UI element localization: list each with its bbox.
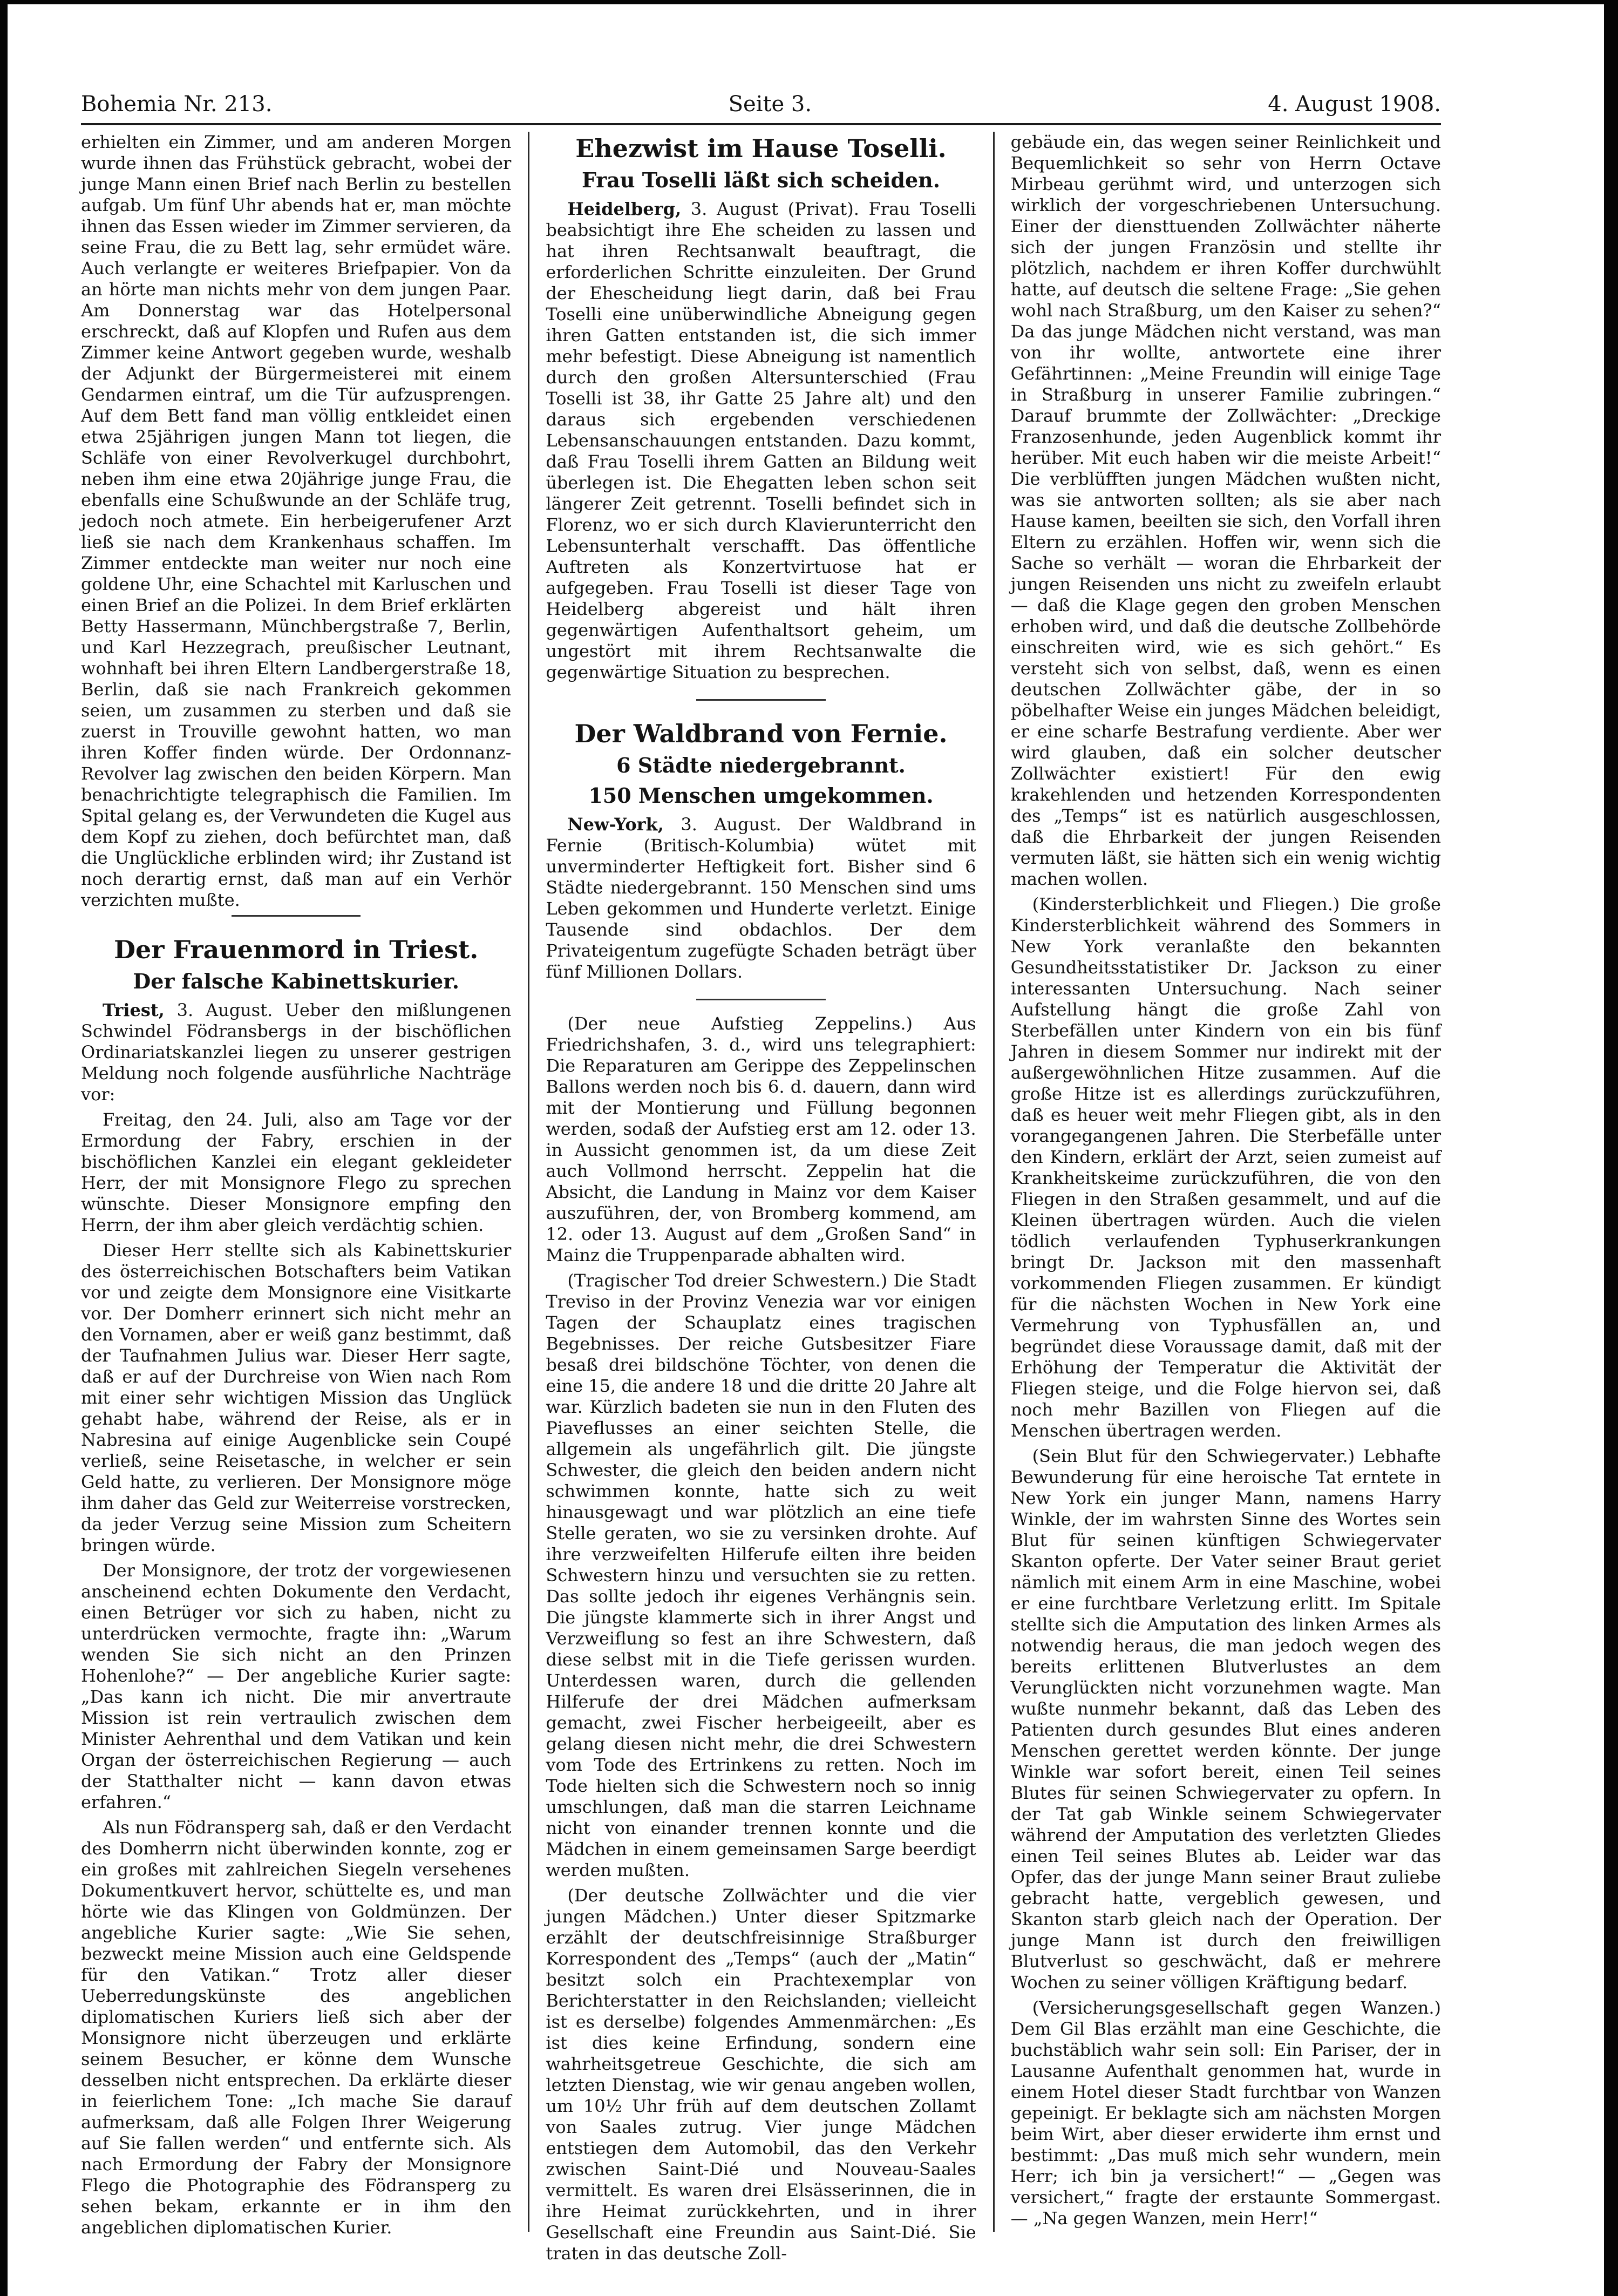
- article-headline: Der Waldbrand von Fernie.: [574, 719, 948, 748]
- article-separator: [696, 999, 825, 1000]
- article-paragraph: Freitag, den 24. Juli, also am Tage vor der Ermordung der Fabry, erschien in der bischöflichen Kanzlei ein elegant gekleideter Herr, der mit Monsignore Flego zu sprechen wünschte. Dieser Monsignore empfing den Herrn, der ihm aber gleich verdächtig schien.: [81, 1109, 512, 1235]
- article-separator: [232, 915, 361, 917]
- continued-article-text: gebäude ein, das wegen seiner Reinlichkeit und Bequemlichkeit so sehr von Herrn Octave Mirbeau gerühmt wird, und unterzogen sich wirklich der vorgeschriebenen Untersuchung. Einer der diensttuenden Zollwächter näherte sich der jungen Französin und stellte ihr plötzlich, nachdem er ihren Koffer durchwühlt hatte, auf deutsch die seltene Frage: „Sie gehen wohl nach Straßburg, um den Kaiser zu sehen?“ Da das junge Mädchen nicht verstand, was man von ihr wollte, antwortete eine ihrer Gefährtinnen: „Meine Freundin will einige Tage in Straßburg in unserer Familie zubringen.“ Darauf brummte der Zollwächter: „Dreckige Franzosenhunde, jeden Augenblick kommt ihr herüber. Mit euch haben wir die meiste Arbeit!“ Die verblüfften jungen Mädchen wußten nicht, was sie antworten sollten; als sie aber nach Hause kamen, beeilten sie sich, den Vorfall ihren Eltern zu erzählen. Hoffen wir, wenn sich die Sache so verhält — woran die Ehrbarkeit der jungen Reisenden uns nicht zu zweifeln erlaubt — daß die Klage gegen den groben Menschen erhoben wird, und daß die deutsche Zollbehörde einschreiten wird, wie es sich gehört.“ Es versteht sich von selbst, daß, wenn es einen deutschen Zollwächter gäbe, der in so pöbelhafter Weise ein junges Mädchen beleidigt, er eine scharfe Bestrafung verdiente. Aber wer wird glauben, daß ein solcher deutscher Zollwächter existiert! Für den ewig krakehlenden und hetzenden Korrespondenten des „Temps“ ist es natürlich ausgeschlossen, daß die Ehrbarkeit der jungen Reisenden vermuten läßt, sie hätten sich ein wenig wichtig machen wollen.: [1010, 132, 1441, 889]
- article-headline: Der Frauenmord in Triest.: [114, 935, 479, 964]
- brief-item: (Der neue Aufstieg Zeppelins.) Aus Friedrichshafen, 3. d., wird uns telegraphiert: Die Reparaturen am Gerippe des Zeppelinschen Ballons werden noch bis 6. d. dauern, dann wird mit der Montierung und Füllung begonnen werden, sodaß der Aufstieg erst am 12. oder 13. in Aussicht genommen ist, da um diese Zeit auch Vollmond herrscht. Zeppelin hat die Absicht, die Landung in Mainz vor dem Kaiser auszuführen, der, von Bromberg kommend, am 12. oder 13. August auf dem „Großen Sand“ in Mainz die Truppenparade abhalten wird.: [546, 1013, 976, 1265]
- columns: [81, 132, 1441, 2264]
- column-rule: [528, 132, 529, 2232]
- brief-item: (Tragischer Tod dreier Schwestern.) Die Stadt Treviso in der Provinz Venezia war vor einigen Tagen der Schauplatz eines tragischen Begebnisses. Der reiche Gutsbesitzer Fiare besaß drei bildschöne Töchter, von denen die eine 15, die andere 18 und die dritte 20 Jahre alt war. Kürzlich badeten sie nun in den Fluten des Piaveflusses an einer seichten Stelle, die allgemein als ungefährlich gilt. Die jüngste Schwester, die gleich den beiden andern nicht schwimmen konnte, hatte sich zu weit hinausgewagt und war plötzlich an eine tiefe Stelle geraten, wo sie zu versinken drohte. Auf ihre verzweifelten Hilferufe eilten ihre beiden Schwestern hinzu und versuchten sie zu retten. Das sollte jedoch ihr eigenes Verhängnis sein. Die jüngste klammerte sich in ihrer Angst und Verzweiflung so fest an ihre Schwestern, daß diese selbst mit in die Tiefe gerissen wurden. Unterdessen waren, durch die gellenden Hilferufe der drei Mädchen aufmerksam gemacht, zwei Fischer herbeigeeilt, aber es gelang diesen nicht mehr, die drei Schwestern vom Tode des Ertrinkens zu retten. Noch im Tode hielten sich die Schwestern noch so innig umschlungen, daß man die starren Leichname nicht von einander trennen konnte und die Mädchen in einem gemeinsamen Sarge beerdigt werden mußten.: [546, 1270, 976, 1880]
- article-subheadline: 6 Städte niedergebrannt.: [616, 753, 906, 777]
- page-number: Seite 3.: [728, 92, 812, 117]
- scan-edge-left: [0, 0, 8, 2296]
- column-2: [546, 132, 976, 2268]
- article-paragraph: [546, 199, 976, 683]
- dateline: Heidelberg,: [567, 199, 682, 219]
- newspaper-page: [81, 92, 1441, 2264]
- issue-date: 4. August 1908.: [1268, 92, 1441, 117]
- column-3: [1011, 132, 1441, 2268]
- brief-item: (Sein Blut für den Schwiegervater.) Lebhafte Bewunderung für eine heroische Tat erntete in New York ein junger Mann, namens Harry Winkle, der im wahrsten Sinne des Wortes sein Blut für seinen künftigen Schwiegervater Skanton opferte. Der Vater seiner Braut geriet nämlich mit einem Arm in eine Maschine, wobei er eine furchtbare Verletzung erlitt. Im Spitale stellte sich die Amputation des linken Armes als notwendig heraus, die man jedoch wegen des bereits erlittenen Blutverlustes an dem Verunglückten nicht vorzunehmen wagte. Man wußte nunmehr bekannt, daß das Leben des Patienten durch gesundes Blut eines anderen Menschen gerettet werden könnte. Der junge Winkle war sofort bereit, einen Teil seines Blutes für seinen Schwiegervater zu opfern. In der Tat gab Winkle seinem Schwiegervater während der Amputation des verletzten Gliedes einen Teil seines Blutes ab. Leider war das Opfer, das der junge Mann seiner Braut zuliebe gebracht hatte, vergeblich gewesen, und Skanton starb gleich nach der Operation. Der junge Mann ist durch den freiwilligen Blutverlust so geschwächt, daß er mehrere Wochen zu seiner völligen Kräftigung bedarf.: [1010, 1446, 1441, 1993]
- brief-item: (Kindersterblichkeit und Fliegen.) Die große Kindersterblichkeit während des Sommers in New York veranlaßte den bekannten Gesundheitsstatistiker Dr. Jackson zu einer interessanten Untersuchung. Nach seiner Aufstellung hängt die große Zahl von Sterbefällen unter Kindern von ein bis fünf Jahren in diesem Sommer nur indirekt mit der außergewöhnlichen Hitze zusammen. Auf die große Hitze ist es allerdings zurückzuführen, daß es heuer weit mehr Fliegen gibt, als in den vorangegangenen Jahren. Die Sterbefälle unter den Kindern, erklärt der Arzt, seien zumeist auf Krankheitskeime zurückzuführen, die von den Fliegen in den Straßen gesammelt, und auf die Kleinen übertragen würden. Auch die vielen tödlich verlaufenden Typhuserkrankungen bringt Dr. Jackson mit den massenhaft vorkommenden Fliegen zusammen. Er kündigt für die nächsten Wochen in New York eine Vermehrung von Typhusfällen an, und begründet diese Voraussage damit, daß mit der Erhöhung der Temperatur die Aktivität der Fliegen steige, und die Folge hiervon sei, daß noch mehr Bazillen von Fliegen auf die Menschen übertragen werden.: [1010, 894, 1441, 1441]
- article-separator: [696, 699, 825, 701]
- article-paragraph: [81, 1000, 511, 1105]
- scan-edge-top: [0, 0, 1618, 4]
- article-headline: Ehezwist im Hause Toselli.: [575, 134, 947, 163]
- scan-edge-right: [1604, 0, 1618, 2296]
- dateline: Triest,: [103, 1000, 165, 1020]
- paper-issue: Bohemia Nr. 213.: [81, 92, 273, 117]
- article-subheadline: Frau Toselli läßt sich scheiden.: [581, 168, 941, 192]
- dateline: New-York,: [567, 814, 664, 835]
- article-subheadline: 150 Menschen umgekommen.: [588, 783, 934, 808]
- paragraph-text: 3. August. Der Waldbrand in Fernie (Britisch-Kolumbia) wütet mit unverminderter Heftigkeit fort. Bisher sind 6 Städte niedergebrannt. 150 Menschen sind ums Leben gekommen und Hunderte verletzt. Einige Tausende sind obdachlos. Der dem Privateigentum zugefügte Schaden beträgt über fünf Millionen Dollars.: [546, 814, 976, 982]
- paragraph-text: 3. August. Ueber den mißlungenen Schwindel Födransbergs in der bischöflichen Ordinariatskanzlei liegen zu unserer gestrigen Meldung noch folgende ausführliche Nachträge vor:: [81, 1000, 512, 1105]
- article-paragraph: Als nun Födransperg sah, daß er den Verdacht des Domherrn nicht überwinden konnte, zog er ein großes mit zahlreichen Siegeln versehenes Dokumentkuvert hervor, schüttelte es, und man hörte wie das Klingen von Goldmünzen. Der angebliche Kurier sagte: „Wie Sie sehen, bezweckt meine Mission auch eine Geldspende für den Vatikan.“ Trotz aller dieser Ueberredungskünste des angeblichen diplomatischen Kuriers ließ sich aber der Monsignore nicht überzeugen und erklärte seinem Besucher, er könne dem Wunsche desselben nicht entsprechen. Da erklärte dieser in feierlichem Tone: „Ich mache Sie darauf aufmerksam, daß alle Folgen Ihrer Weigerung auf Sie fallen werden“ und entfernte sich. Als nach Ermordung der Fabry der Monsignore Flego die Photographie des Födransperg zu sehen bekam, erkannte er in ihm den angeblichen diplomatischen Kurier.: [81, 1817, 512, 2238]
- continued-article-text: erhielten ein Zimmer, und am anderen Morgen wurde ihnen das Frühstück gebracht, wobei der junge Mann einen Brief nach Berlin zu bestellen aufgab. Um fünf Uhr abends hat er, man möchte ihnen das Essen wieder im Zimmer servieren, da seine Frau, die zu Bett lag, sehr ermüdet wäre. Auch verlangte er weiteres Briefpapier. Von da an hörte man nichts mehr von dem jungen Paar. Am Donnerstag war das Hotelpersonal erschreckt, daß auf Klopfen und Rufen aus dem Zimmer keine Antwort gegeben wurde, weshalb der Adjunkt der Bürgermeisterei mit einem Gendarmen eintraf, um die Tür aufzusprengen. Auf dem Bett fand man völlig entkleidet einen etwa 25jährigen jungen Mann tot liegen, die Schläfe von einer Revolverkugel durchbohrt, neben ihm eine etwa 20jährige junge Frau, die ebenfalls eine Schußwunde an der Schläfe trug, jedoch noch atmete. Ein herbeigerufener Arzt ließ sie nach dem Krankenhaus schaffen. Im Zimmer entdeckte man weiter nur noch eine goldene Uhr, eine Schachtel mit Karluschen und einen Brief an die Polizei. In dem Brief erklärten Betty Hassermann, Münchbergstraße 7, Berlin, und Karl Hezzegrach, preußischer Leutnant, wohnhaft bei ihren Eltern Landbergerstraße 18, Berlin, daß sie nach Frankreich gekommen seien, um zusammen zu sterben und daß sie zuerst in Trouville gewohnt hatten, wo man ihren Koffer finden würde. Der Ordonnanz-Revolver lag zwischen den beiden Körpern. Man benachrichtigte telegraphisch die Familien. Im Spital gelang es, der Verwundeten die Kugel aus dem Kopf zu ziehen, doch befürchtet man, daß die Unglückliche erblinden wird; ihr Zustand ist noch derartig ernst, daß man auf ein Verhör verzichten mußte.: [81, 132, 512, 910]
- article-paragraph: Dieser Herr stellte sich als Kabinettskurier des österreichischen Botschafters beim Vatikan vor und zeigte dem Monsignore eine Visitkarte vor. Der Domherr erinnert sich nicht mehr an den Vornamen, aber er weiß ganz bestimmt, daß der Taufnahmen Julius war. Dieser Herr sagte, daß er auf der Durchreise von Wien nach Rom mit einer sehr wichtigen Mission das Unglück gehabt habe, während der Reise, als er in Nabresina auf einige Augenblicke sein Coupé verließ, seine Reisetasche, in welcher er sein Geld hatte, zu verlieren. Der Monsignore möge ihm daher das Geld zur Weiterreise vorstrecken, da jeder Verzug seine Mission zum Scheitern bringen würde.: [81, 1240, 512, 1555]
- article-paragraph: [546, 814, 976, 983]
- column-1: [81, 132, 511, 2268]
- brief-item: (Versicherungsgesellschaft gegen Wanzen.) Dem Gil Blas erzählt man eine Geschichte, die buchstäblich wahr sein soll: Ein Pariser, der in Lausanne Aufenthalt genommen hat, wurde in einem Hotel dieser Stadt furchtbar von Wanzen gepeinigt. Er beklagte sich am nächsten Morgen beim Wirt, aber dieser erwiderte ihm ernst und bestimmt: „Das muß mich sehr wundern, mein Herr; ich bin ja versichert!“ — „Gegen was versichert,“ fragte der erstaunte Sommergast. — „Na gegen Wanzen, mein Herr!“: [1010, 1997, 1441, 2229]
- column-rule: [993, 132, 995, 2232]
- article-subheadline: Der falsche Kabinettskurier.: [133, 969, 459, 993]
- paragraph-text: 3. August (Privat). Frau Toselli beabsichtigt ihre Ehe scheiden zu lassen und hat ihren Rechtsanwalt beauftragt, die erforderlichen Schritte einzuleiten. Der Grund der Ehescheidung liegt darin, daß bei Frau Toselli eine unüberwindliche Abneigung gegen ihren Gatten entstanden ist, die sich immer mehr befestigt. Diese Abneigung ist namentlich durch den großen Altersunterschied (Frau Toselli ist 38, ihr Gatte 25 Jahre alt) und den daraus sich ergebenden verschiedenen Lebensanschauungen entstanden. Dazu kommt, daß Frau Toselli ihrem Gatten an Bildung weit überlegen ist. Die Ehegatten leben schon seit längerer Zeit getrennt. Toselli befindet sich in Florenz, wo er sich durch Klavierunterricht den Lebensunterhalt verschafft. Das öffentliche Auftreten als Konzertvirtuose hat er aufgegeben. Frau Toselli ist dieser Tage von Heidelberg abgereist und hält ihren gegenwärtigen Aufenthaltsort geheim, um ungestört mit ihrem Rechtsanwalte die gegenwärtige Situation zu besprechen.: [546, 199, 976, 682]
- brief-item: (Der deutsche Zollwächter und die vier jungen Mädchen.) Unter dieser Spitzmarke erzählt der deutschfreisinnige Straßburger Korrespondent des „Temps“ (auch der „Matin“ besitzt solch ein Prachtexemplar von Berichterstatter in den Reichslanden; vielleicht ist es derselbe) folgendes Ammenmärchen: „Es ist dies keine Erfindung, sondern eine wahrheitsgetreue Geschichte, die sich am letzten Dienstag, wie wir genau angeben wollen, um 10½ Uhr früh auf dem deutschen Zollamt von Saales zutrug. Vier junge Mädchen entstiegen dem Automobil, das den Verkehr zwischen Saint-Dié und Nouveau-Saales vermittelt. Es waren drei Elsässerinnen, die in ihre Heimat zurückkehrten, und in ihrer Gesellschaft eine Freundin aus Saint-Dié. Sie traten in das deutsche Zoll-: [546, 1885, 976, 2264]
- masthead: [81, 92, 1441, 125]
- article-paragraph: Der Monsignore, der trotz der vorgewiesenen anscheinend echten Dokumente den Verdacht, einen Betrüger vor sich zu haben, nicht zu unterdrücken vermochte, fragte ihn: „Warum wenden Sie sich nicht an den Prinzen Hohenlohe?“ — Der angebliche Kurier sagte: „Das kann ich nicht. Die mir anvertraute Mission ist rein vertraulich zwischen dem Minister Aehrenthal und dem Vatikan und kein Organ der österreichischen Regierung — auch der Statthalter nicht — kann davon etwas erfahren.“: [81, 1560, 512, 1812]
